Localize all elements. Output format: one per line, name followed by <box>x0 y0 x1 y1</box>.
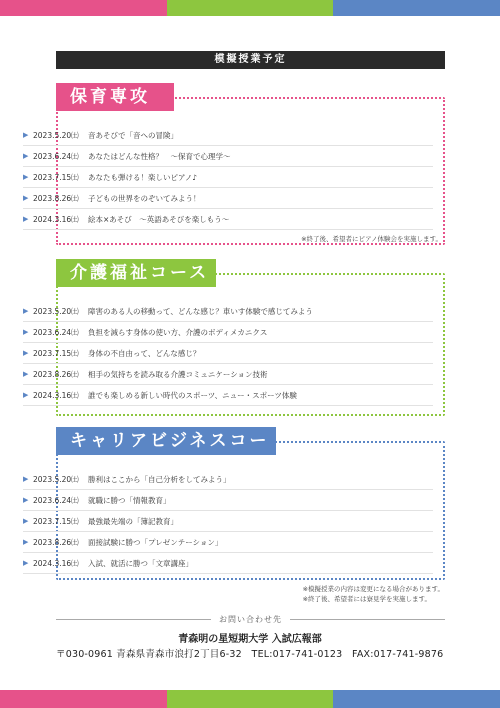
topic: 子どもの世界をのぞいてみよう！ <box>88 193 201 203</box>
topic: 誰でも楽しめる新しい時代のスポーツ、ニュー・スポーツ体験 <box>88 390 297 400</box>
stripe-blue <box>333 690 500 708</box>
divider-line <box>56 619 211 620</box>
triangle-bullet-icon: ▶ <box>23 370 29 378</box>
triangle-bullet-icon: ▶ <box>23 131 29 139</box>
care-rows <box>23 301 433 406</box>
triangle-bullet-icon: ▶ <box>23 215 29 223</box>
triangle-bullet-icon: ▶ <box>23 194 29 202</box>
topic: 相手の気持ちを読み取る介護コミュニケーション技術 <box>88 369 268 379</box>
date: 2023.8.26㈯ <box>33 537 79 547</box>
list-item <box>23 209 433 230</box>
triangle-bullet-icon: ▶ <box>23 173 29 181</box>
date: 2023.6.24㈯ <box>33 495 79 505</box>
stripe-pink <box>0 0 167 16</box>
section-label: キャリアビジネスコース <box>56 427 276 455</box>
stripe-pink <box>0 690 167 708</box>
list-item <box>23 532 433 553</box>
topic: 最強最先端の「簿記教育」 <box>88 516 178 526</box>
list-item <box>23 167 433 188</box>
career-rows <box>23 469 433 574</box>
list-item <box>23 125 433 146</box>
organization-name: 青森明の星短期大学 入試広報部 <box>178 634 322 645</box>
list-item <box>23 343 433 364</box>
stripe-blue <box>333 0 500 16</box>
list-item <box>23 188 433 209</box>
date: 2024.3.16㈯ <box>33 214 79 224</box>
list-item <box>23 146 433 167</box>
bottom-color-stripe <box>0 690 500 708</box>
section-label: 保育専攻 <box>56 83 174 111</box>
list-item <box>23 490 433 511</box>
list-item <box>23 364 433 385</box>
stripe-green <box>167 0 334 16</box>
note-line: ※模擬授業の内容は変更になる場合があります。 <box>302 585 444 593</box>
list-item <box>23 469 433 490</box>
topic: 就職に勝つ「情報教育」 <box>88 495 171 505</box>
date: 2023.5.20㈯ <box>33 306 79 316</box>
date: 2023.8.26㈯ <box>33 193 79 203</box>
date: 2023.7.15㈯ <box>33 172 79 182</box>
date: 2023.5.20㈯ <box>33 474 79 484</box>
topic: あなたはどんな性格？ ～保育で心理学～ <box>88 151 231 161</box>
list-item <box>23 385 433 406</box>
topic: 障害のある人の移動って、どんな感じ？車いす体験で感じてみよう <box>88 306 313 316</box>
date: 2023.8.26㈯ <box>33 369 79 379</box>
topic: 音あそびで「音への冒険」 <box>88 130 178 140</box>
topic: 面接試験に勝つ「プレゼンテーション」 <box>88 537 223 547</box>
topic: 負担を減らす身体の使い方、介護のボディメカニクス <box>88 327 268 337</box>
topic: 入試、就活に勝つ「文章講座」 <box>88 558 193 568</box>
triangle-bullet-icon: ▶ <box>23 152 29 160</box>
section-label: 介護福祉コース <box>56 259 216 287</box>
triangle-bullet-icon: ▶ <box>23 517 29 525</box>
triangle-bullet-icon: ▶ <box>23 538 29 546</box>
list-item <box>23 553 433 574</box>
triangle-bullet-icon: ▶ <box>23 391 29 399</box>
date: 2023.7.15㈯ <box>33 516 79 526</box>
list-item <box>23 511 433 532</box>
date: 2023.6.24㈯ <box>33 327 79 337</box>
childcare-note: ※終了後、希望者にピアノ体験会を実施します。 <box>301 235 442 243</box>
address-line: 〒030-0961 青森県青森市浪打2丁目6-32 TEL:017-741-0123 FAX:017-741-9876 <box>56 649 444 660</box>
topic: 絵本×あそび ～英語あそびを楽しもう～ <box>88 214 230 224</box>
stripe-green <box>167 690 334 708</box>
topic: 勝利はここから「自己分析をしてみよう」 <box>88 474 231 484</box>
date: 2024.3.16㈯ <box>33 558 79 568</box>
date: 2023.5.20㈯ <box>33 130 79 140</box>
bottom-notes <box>303 584 444 604</box>
triangle-bullet-icon: ▶ <box>23 496 29 504</box>
contact-label: お問い合わせ先 <box>219 615 282 624</box>
date: 2024.3.16㈯ <box>33 390 79 400</box>
triangle-bullet-icon: ▶ <box>23 328 29 336</box>
triangle-bullet-icon: ▶ <box>23 559 29 567</box>
list-item <box>23 301 433 322</box>
note-line: ※終了後、希望者には寮見学を実施します。 <box>302 595 431 603</box>
date: 2023.7.15㈯ <box>33 348 79 358</box>
triangle-bullet-icon: ▶ <box>23 349 29 357</box>
contact-divider <box>56 614 445 625</box>
triangle-bullet-icon: ▶ <box>23 475 29 483</box>
childcare-rows <box>23 125 433 230</box>
top-color-stripe <box>0 0 500 16</box>
triangle-bullet-icon: ▶ <box>23 307 29 315</box>
date: 2023.6.24㈯ <box>33 151 79 161</box>
list-item <box>23 322 433 343</box>
topic: 身体の不自由って、どんな感じ？ <box>88 348 201 358</box>
divider-line <box>290 619 445 620</box>
topic: あなたも弾ける！楽しいピアノ♪ <box>88 172 198 182</box>
schedule-title: 模擬授業予定 <box>56 51 445 69</box>
